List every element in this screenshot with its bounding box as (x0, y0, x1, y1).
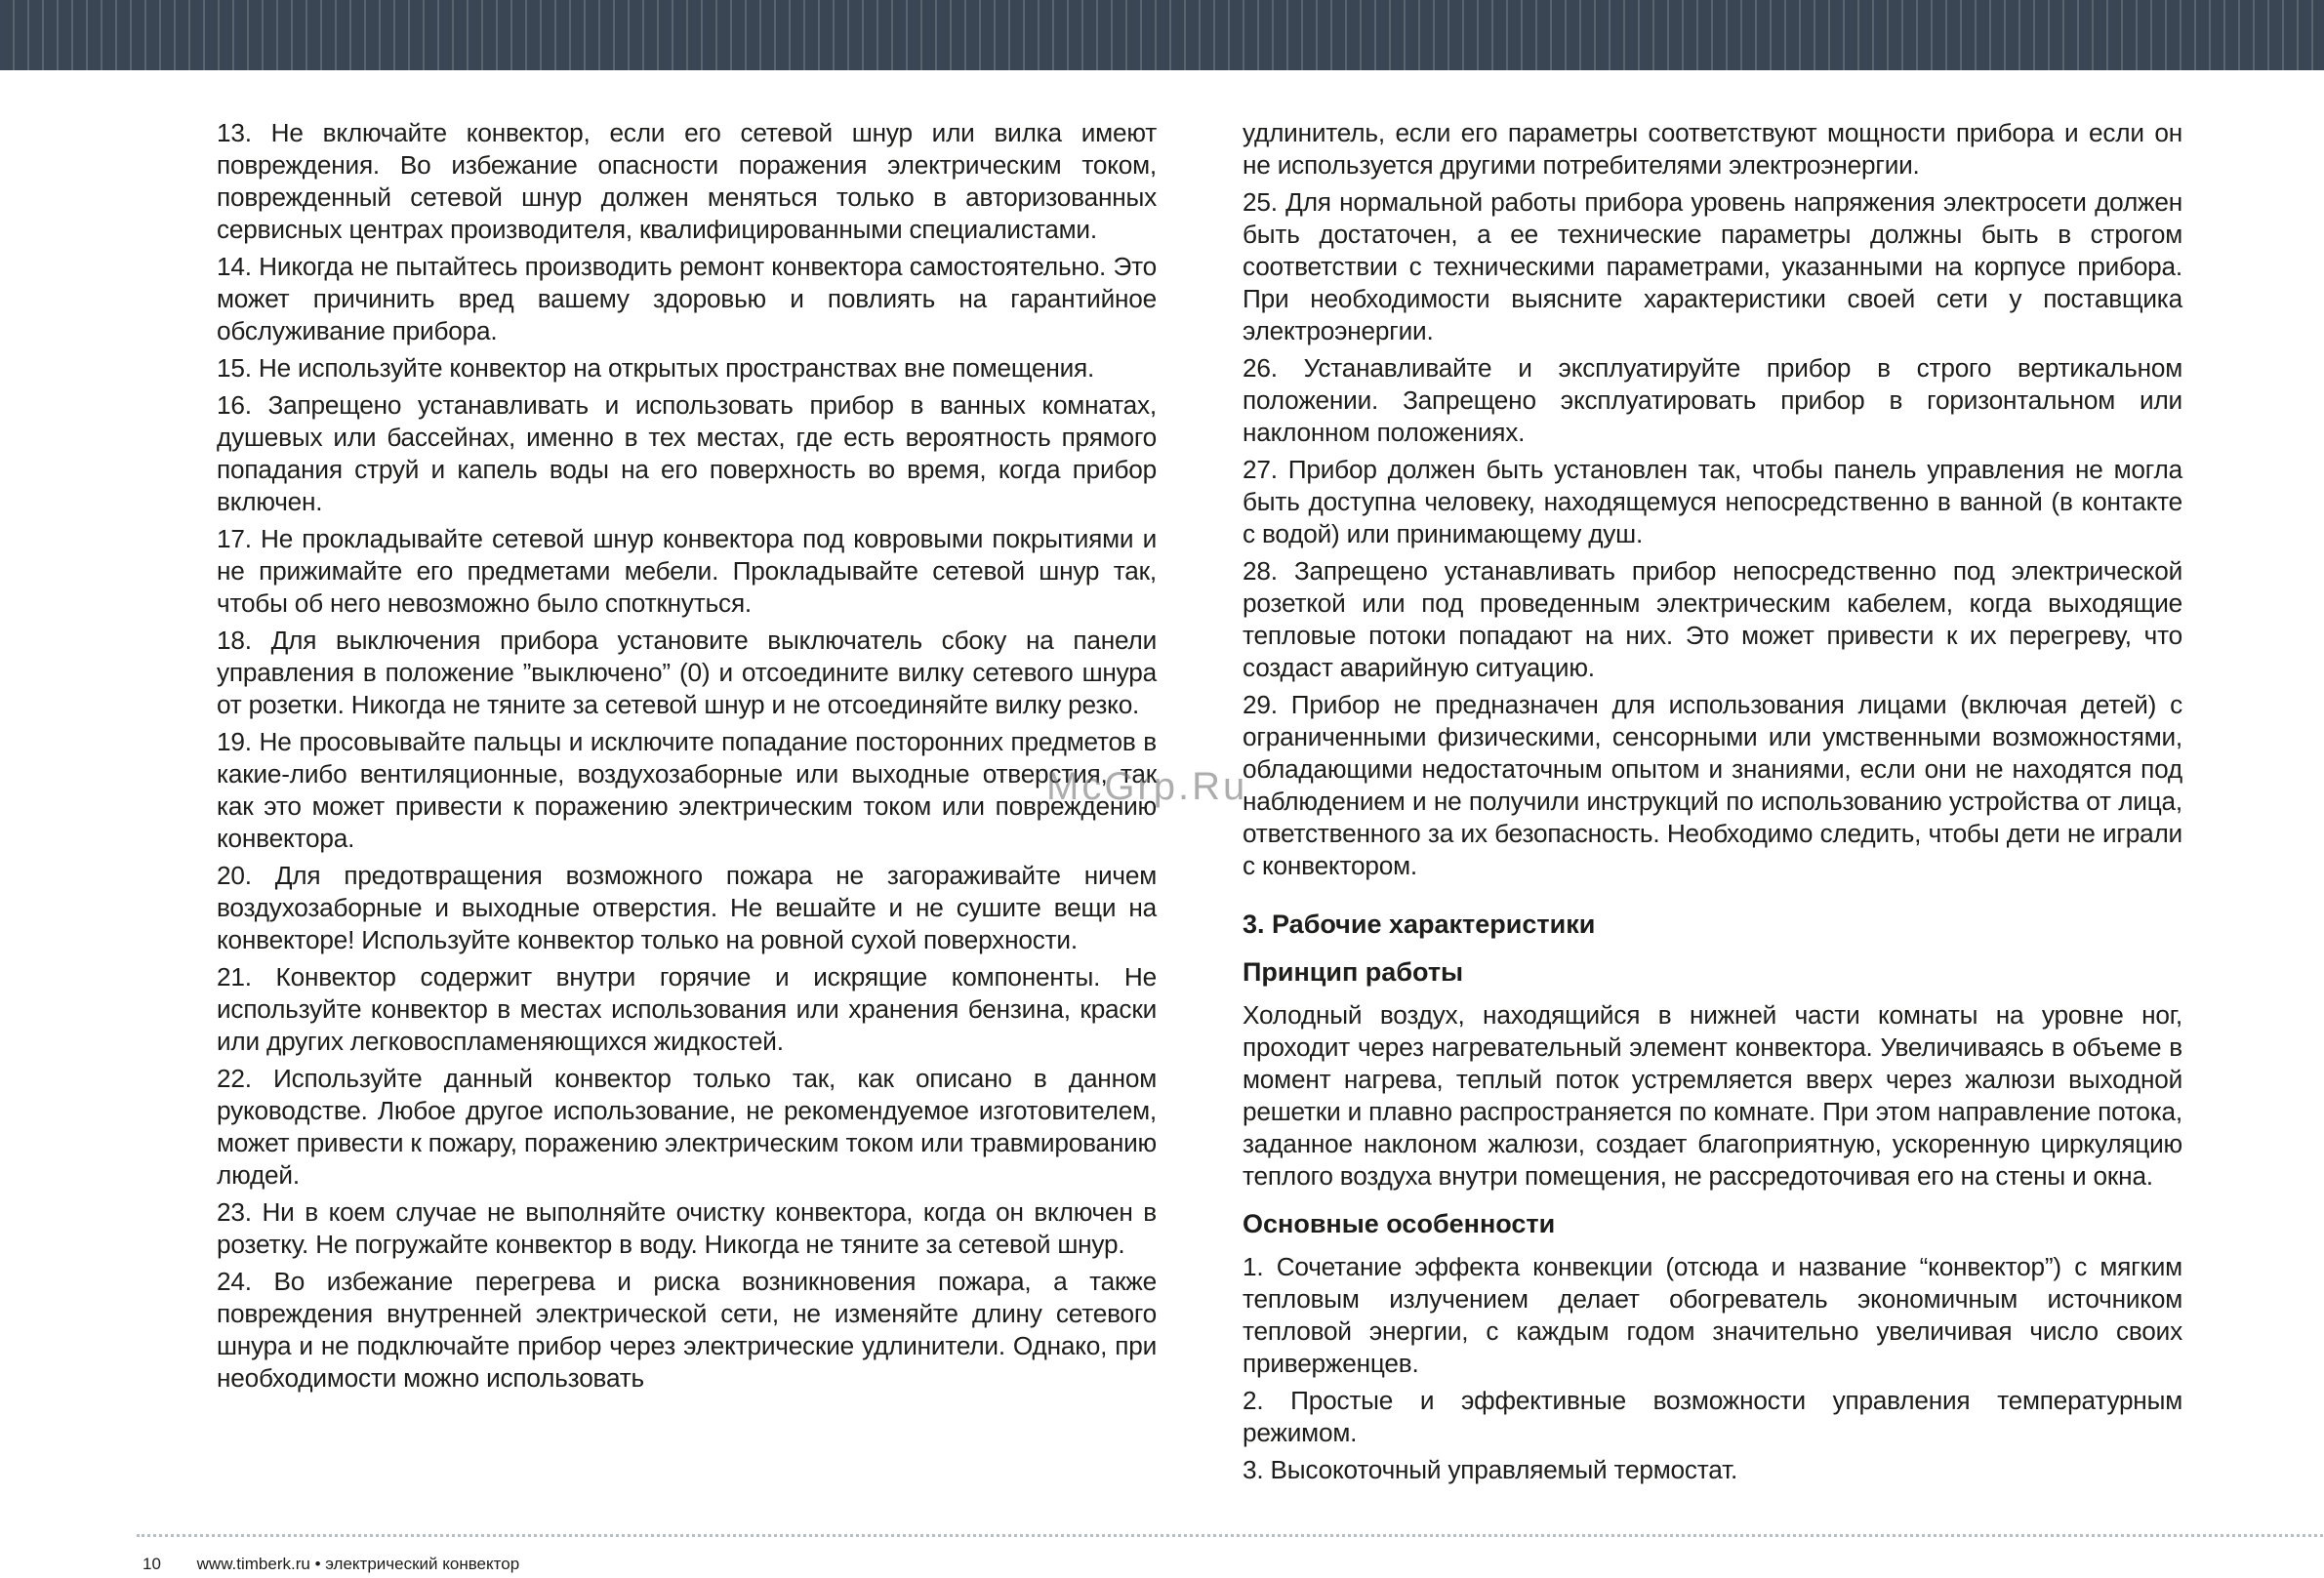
paragraph-25: 25. Для нормальной работы прибора уровень напряжения электросети должен быть достаточен, а ее технические параметры должны быть в строгом соответствии с техническими параметрами, указанными на корпусе прибора. При необходимости выясните характеристики своей сети у поставщика электроэнергии. (1243, 187, 2182, 345)
footer-text: www.timberk.ru • электрический конвектор (196, 1555, 520, 1573)
feature-item: 3. Высокоточный управляемый термостат. (1243, 1455, 1738, 1484)
section-title: 3. Рабочие характеристики (1243, 910, 1596, 939)
paragraph-13: 13. Не включайте конвектор, если его сетевой шнур или вилка имеют повреждения. Во избежание опасности поражения электрическим током, поврежденный сетевой шнур должен меняться только в авторизованных сервисных центрах производителя, квалифицированными специалистами. (217, 118, 1157, 244)
principle-text: Холодный воздух, находящийся в нижней части комнаты на уровне ног, проходит через нагревательный элемент конвектора. Увеличиваясь в объеме в момент нагрева, теплый поток устремляется вверх через жалюзи выходной решетки и плавно распространяется по комнате. При этом направление потока, заданное наклоном жалюзи, создает благоприятную, ускоренную циркуляцию теплого воздуха внутри помещения, не рассредоточивая его на стены и окна. (1243, 1000, 2182, 1191)
paragraph-15: 15. Не используйте конвектор на открытых пространствах вне помещения. (217, 353, 1095, 383)
right-column (1243, 117, 2182, 1491)
paragraph-17: 17. Не прокладывайте сетевой шнур конвектора под ковровыми покрытиями и не прижимайте его предметами мебели. Прокладывайте сетевой шнур так, чтобы об него невозможно было споткнуться. (217, 524, 1157, 618)
header-bar (0, 0, 2324, 70)
paragraph-29: 29. Прибор не предназначен для использования лицами (включая детей) с ограниченными физическими, сенсорными или умственными возможностями, обладающими недостаточным опытом и знаниями, если они не находятся под наблюдением и не получили инструкций по использованию устройства от лица, ответственного за их безопасность. Необходимо следить, чтобы дети не играли с конвектором. (1243, 690, 2182, 880)
paragraph-19: 19. Не просовывайте пальцы и исключите попадание посторонних предметов в какие-либо вентиляционные, воздухозаборные или выходные отверстия, так как это может привести к поражению электрическим током или повреждению конвектора. (217, 727, 1157, 853)
paragraph-27: 27. Прибор должен быть установлен так, чтобы панель управления не могла быть доступна человеку, находящемуся непосредственно в ванной (в контакте с водой) или принимающему душ. (1243, 455, 2182, 548)
paragraph-20: 20. Для предотвращения возможного пожара не загораживайте ничем воздухозаборные и выходные отверстия. Не вешайте и не сушите вещи на конвекторе! Используйте конвектор только на ровной сухой поверхности. (217, 861, 1157, 954)
footer (143, 1555, 519, 1574)
paragraph-14: 14. Никогда не пытайтесь производить ремонт конвектора самостоятельно. Это может причинить вред вашему здоровью и повлиять на гарантийное обслуживание прибора. (217, 252, 1157, 345)
feature-item: 2. Простые и эффективные возможности управления температурным режимом. (1243, 1386, 2182, 1447)
paragraph-18: 18. Для выключения прибора установите выключатель сбоку на панели управления в положение ”выключено” (0) и отсоедините вилку сетевого шнура от розетки. Никогда не тяните за сетевой шнур и не отсоединяйте вилку резко. (217, 626, 1157, 719)
footer-divider (137, 1534, 2323, 1537)
page-number: 10 (143, 1555, 161, 1573)
feature-item: 1. Сочетание эффекта конвекции (отсюда и название “конвектор”) с мягким тепловым излучением делает обогреватель экономичным источником тепловой энергии, с каждым годом значительно увеличивая число своих приверженцев. (1243, 1252, 2182, 1378)
left-column (217, 117, 1157, 1399)
watermark: McGrp.Ru (1046, 765, 1248, 808)
paragraph-16: 16. Запрещено устанавливать и использовать прибор в ванных комнатах, душевых или бассейнах, именно в тех местах, где есть вероятность прямого попадания струй и капель воды на его поверхность во время, когда прибор включен. (217, 390, 1157, 516)
paragraph-23: 23. Ни в коем случае не выполняйте очистку конвектора, когда он включен в розетку. Не погружайте конвектор в воду. Никогда не тяните за сетевой шнур. (217, 1197, 1157, 1259)
paragraph-24: 24. Во избежание перегрева и риска возникновения пожара, а также повреждения внутренней электрической сети, не изменяйте длину сетевого шнура и не подключайте прибор через электрические удлинители. Однако, при необходимости можно использовать (217, 1267, 1157, 1393)
paragraph-22: 22. Используйте данный конвектор только так, как описано в данном руководстве. Любое другое использование, не рекомендуемое изготовителем, может привести к пожару, поражению электрическим током или травмированию людей. (217, 1064, 1157, 1190)
paragraph-21: 21. Конвектор содержит внутри горячие и искрящие компоненты. Не используйте конвектор в местах использования или хранения бензина, краски или других легковоспламеняющихся жидкостей. (217, 962, 1157, 1056)
principle-title: Принцип работы (1243, 957, 1464, 987)
paragraph-28: 28. Запрещено устанавливать прибор непосредственно под электрической розеткой или под проведенным электрическим кабелем, когда выходящие тепловые потоки попадают на них. Это может привести к их перегреву, что создаст аварийную ситуацию. (1243, 556, 2182, 682)
features-title: Основные особенности (1243, 1209, 1556, 1238)
paragraph-24-continued: удлинитель, если его параметры соответствуют мощности прибора и если он не используется другими потребителями электроэнергии. (1243, 118, 2182, 180)
paragraph-26: 26. Устанавливайте и эксплуатируйте прибор в строго вертикальном положении. Запрещено эксплуатировать прибор в горизонтальном или наклонном положениях. (1243, 353, 2182, 447)
